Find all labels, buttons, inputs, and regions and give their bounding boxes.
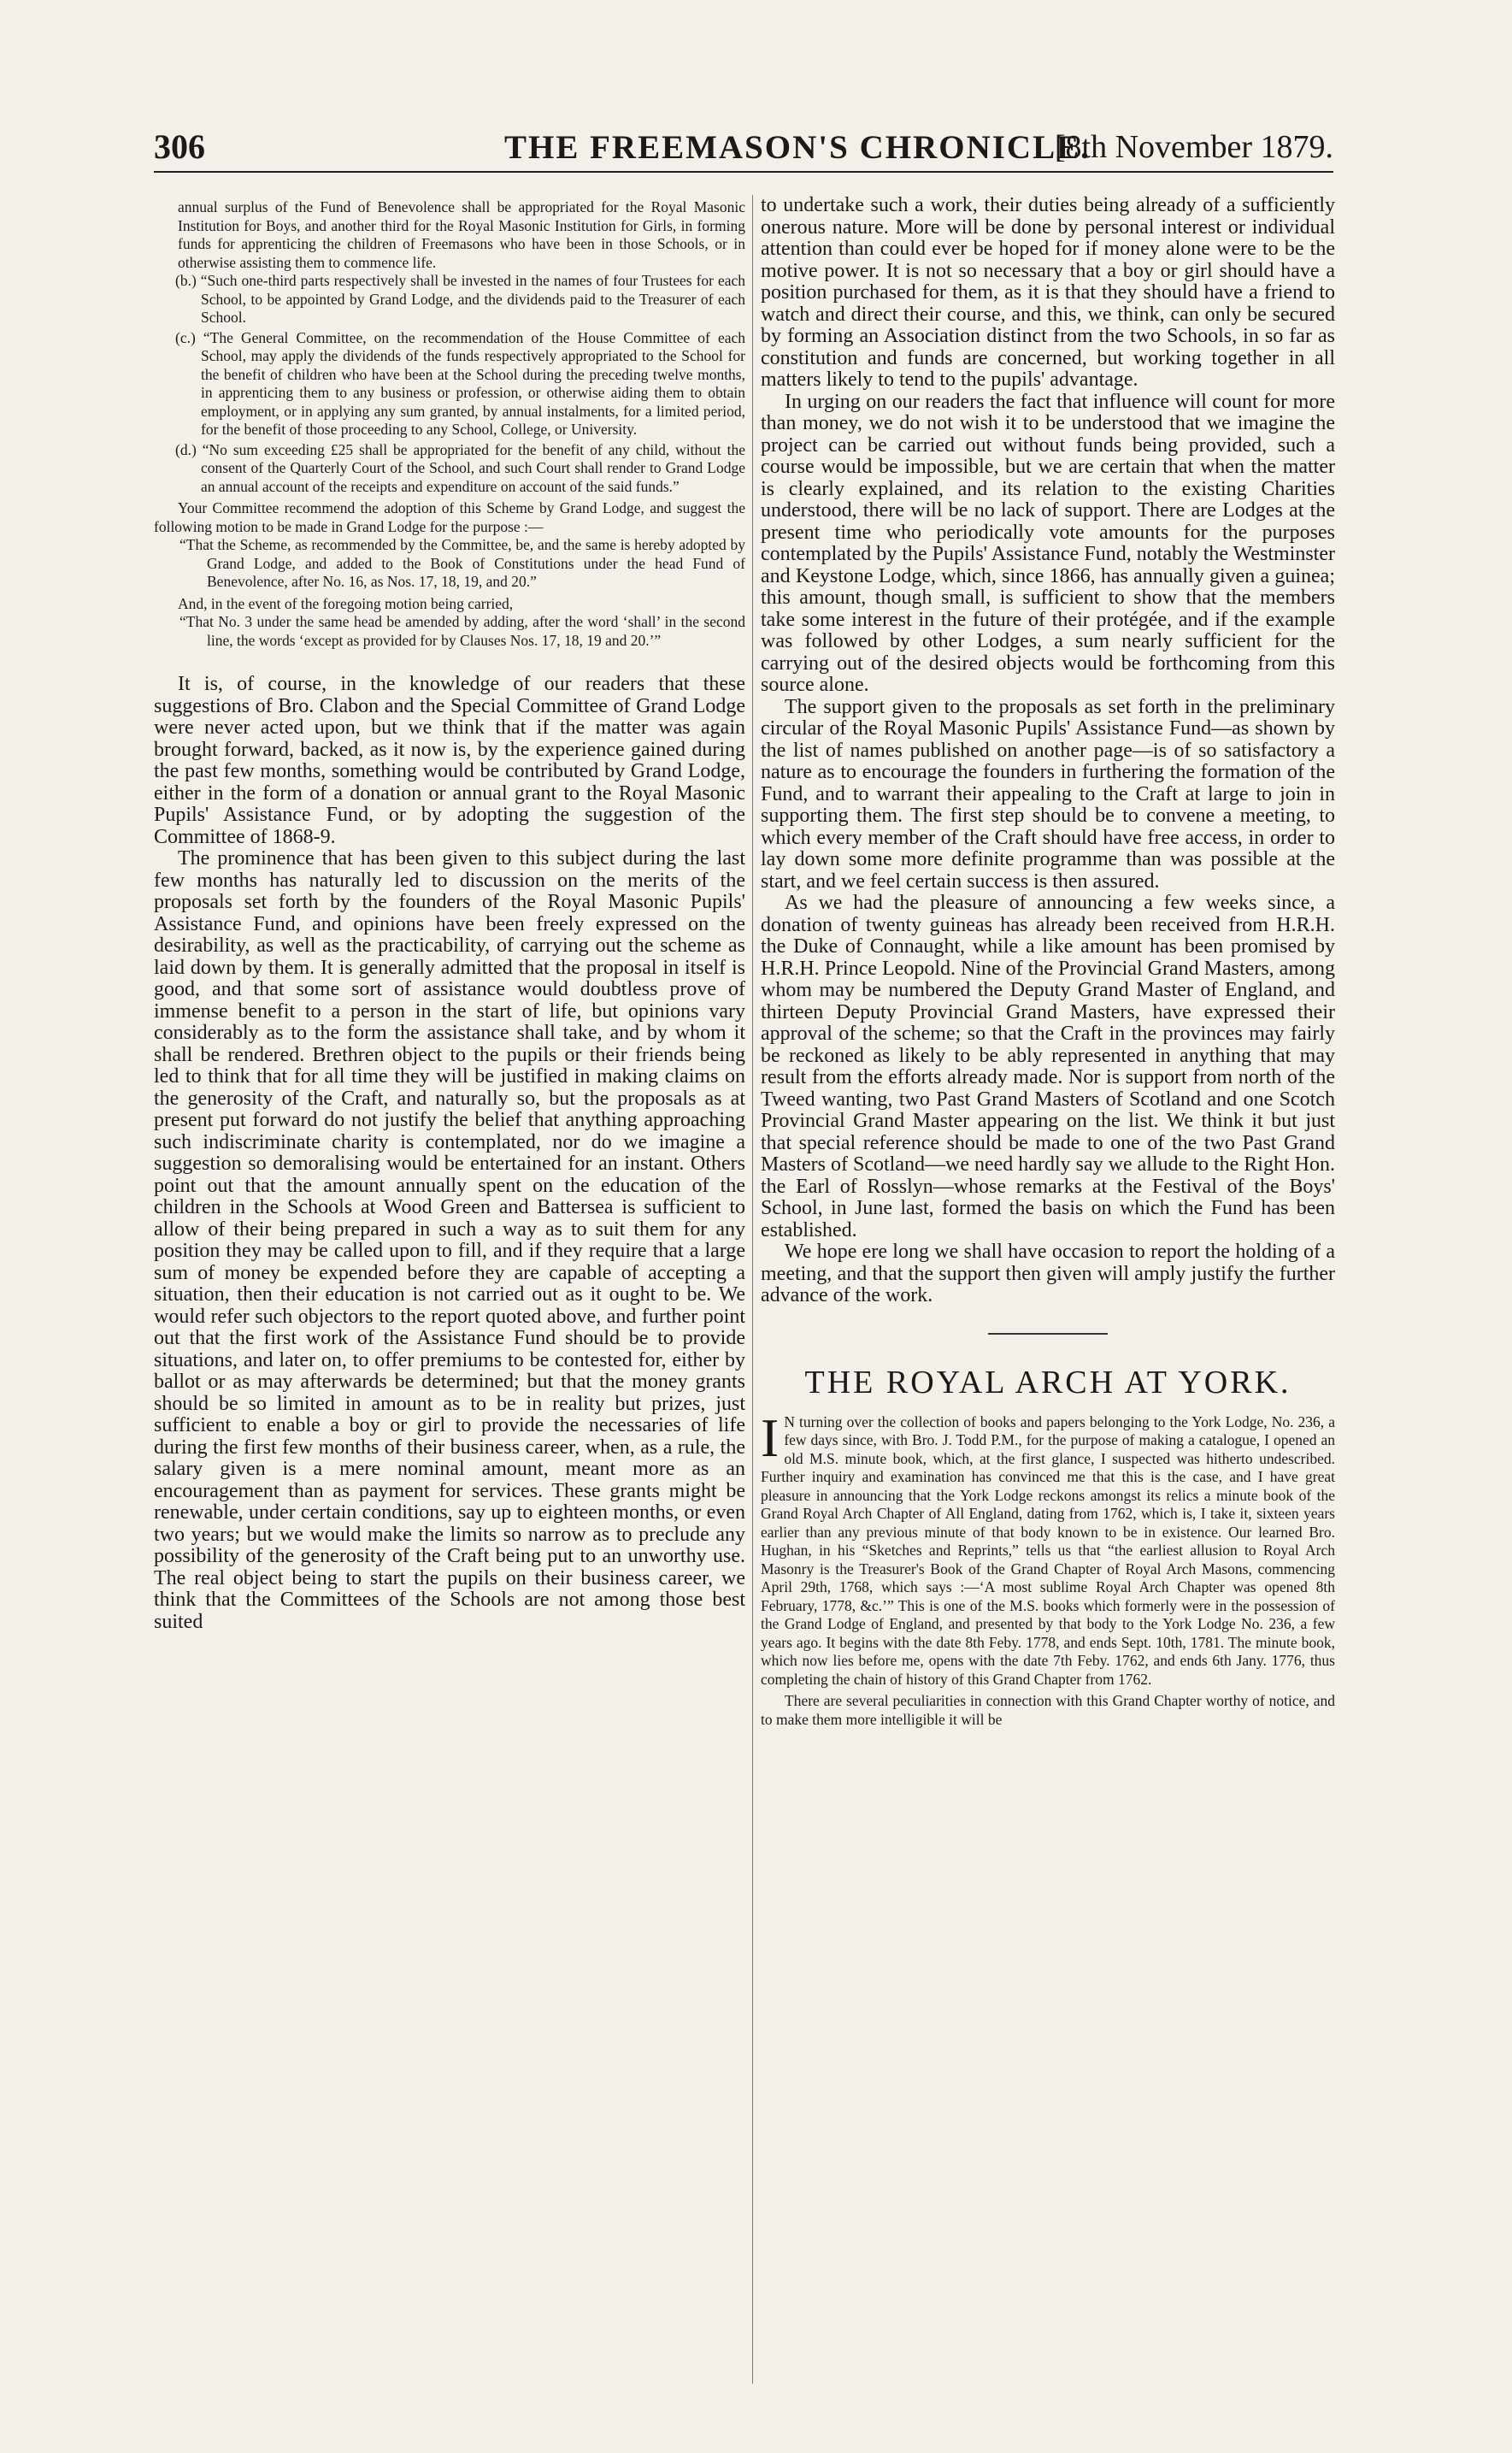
body-paragraph: We hope ere long we shall have occasion to report the holding of a meeting, and that the support then given will amply justify the further advance of the work.: [761, 1241, 1335, 1306]
body-paragraph: As we had the pleasure of announcing a few weeks since, a donation of twenty guineas has already been received from H.R.H. the Duke of Connaught, while a like amount has been promised by H.R.H. Prince Leopold. Nine of the Provincial Grand Masters, among whom may be numbered the Deputy Grand Master of England, and thirteen Deputy Provincial Grand Masters, have expressed their approval of the scheme; so that the Craft in the provinces may fairly be reckoned as likely to be ably represented in anything that may result from the efforts already made. Nor is support from north of the Tweed wanting, two Past Grand Masters of Scotland and one Scotch Provincial Grand Master appearing on the list. We think it but just that special reference should be made to one of the two Past Grand Masters of Scotland—we need hardly say we allude to the Right Hon. the Earl of Rosslyn—whose remarks at the Festival of the Boys' School, in June last, formed the basis on which the Fund has been established.: [761, 892, 1335, 1241]
motion-condition: And, in the event of the foregoing motion being carried,: [178, 594, 514, 612]
body-paragraph: The support given to the proposals as set forth in the preliminary circular of the Royal Masonic Pupils' Assistance Fund—as shown by the list of names published on another page—is of so satisfactory a nature as to encourage the founders in furthering the formation of the Fund, and to warrant their appealing to the Craft at large to join in supporting them. The first step should be to convene a meeting, to which every member of the Craft should have free access, in order to lay down some more definite programme than was possible at the start, and we feel certain success is then assured.: [761, 695, 1335, 893]
royal-arch-text: N turning over the collection of books and papers belonging to the York Lodge, No. 236, a few days since, with Bro. J. Todd P.M., for the purpose of making a catalogue, I opened an old M.S. minute book, which, at the first glance, I suspected was hitherto undescribed. Further inquiry and examination has convinced me that this is the case, and I have great pleasure in announcing that the York Lodge reckons amongst its relics a minute book of the Grand Royal Arch Chapter of All England, dating from 1762, which is, I take it, sixteen years earlier than any previous minute of that body known to be in existence. Our learned Bro. Hughan, in his “Sketches and Reprints,” tells us that “the earliest allusion to Royal Arch Masonry is the Treasurer's Book of the Grand Chapter of Royal Arch Masons, commencing April 29th, 1768, which says :—‘A most sublime Royal Arch Chapter was opened 8th February, 1778, &c.’” This is one of the M.S. books which formerly were in the possession of the Grand Lodge of England, and presented by that body to the York Lodge No. 236, a few years ago. It begins with the date 8th Feby. 1778, and ends Sept. 10th, 1781. The minute book, which now lies before me, opens with the date 7th Feby. 1762, and ends 6th Jany. 1776, thus completing the chain of history of this Grand Chapter from 1762.: [761, 1412, 1335, 1688]
issue-date: [8th November 1879.: [1054, 129, 1333, 165]
scheme-clause-c: (c.) “The General Committee, on the recommendation of the House Committee of each School, may apply the dividends of the funds respectively appropriated to the School for the benefit of children who have been at the School during the preceding twelve months, in apprenticing them to any business or profession, or otherwise aiding them to obtain employment, or in applying any sum granted, by annual instalments, for a limited period, for the benefit of those proceeding to any School, College, or University.: [175, 328, 745, 438]
scheme-clause-a: annual surplus of the Fund of Benevolence shall be appropriated for the Royal Masonic Institution for Boys, and another third for the Royal Masonic Institution for Girls, in forming funds for apprenticing the children of Freemasons who have been in those Schools, or in otherwise assisting them to commence life.: [178, 198, 745, 271]
scheme-clause-b: (b.) “Such one-third parts respectively shall be invested in the names of four Trustees for each School, to be appointed by Grand Lodge, and the dividends paid to the Treasurer of each School.: [175, 272, 745, 326]
section-separator: [988, 1333, 1108, 1335]
body-paragraph: to undertake such a work, their duties being already of a sufficiently onerous nature. More will be done by personal interest or individual attention than could ever be hoped for if money alone were to be the motive power. It is not so necessary that a boy or girl should have a position purchased for them, as it is that they should have a friend to watch and direct their course, and this, we think, can only be secured by forming an Association distinct from the two Schools, in so far as constitution and funds are concerned, but working together in all matters likely to tend to the pupils' advantage.: [761, 195, 1335, 391]
body-paragraph: In urging on our readers the fact that influence will count for more than money, we do not wish it to be understood that we imagine the project can be carried out without funds being provided, such a course would be impossible, but we are certain that when the matter is clearly explained, and its relation to the existing Charities understood, there will be no lack of support. There are Lodges at the present time who periodically vote amounts for the purposes contemplated by the Pupils' Assistance Fund, notably the Westminster and Keystone Lodge, which, since 1866, has annually given a guinea; this amount, though small, is sufficient to show that the members take some interest in the future of their protégée, and if the example was followed by other Lodges, a sum nearly sufficient for the carrying out of the desired objects would be forthcoming from this source alone.: [761, 390, 1335, 696]
left-column: [154, 195, 745, 2384]
column-divider: [752, 195, 753, 2384]
section-title: THE ROYAL ARCH AT YORK.: [804, 1364, 1291, 1400]
drop-cap: I: [761, 1406, 780, 1468]
page-number: 306: [154, 127, 205, 166]
publication-title: THE FREEMASON'S CHRONICLE.: [504, 129, 1091, 166]
amendment-text: “That No. 3 under the same head be amended by adding, after the word ‘shall’ in the second line, the words ‘except as provided for by Clauses Nos. 17, 18, 19 and 20.’”: [179, 613, 745, 649]
scheme-clause-d: (d.) “No sum exceeding £25 shall be appropriated for the benefit of any child, without the consent of the Quarterly Court of the School, and such Court shall render to Grand Lodge an annual account of the receipts and expenditure on account of the said funds.”: [175, 440, 745, 495]
page-header: [154, 127, 1333, 173]
body-paragraph: It is, of course, in the knowledge of our readers that these suggestions of Bro. Clabon and the Special Committee of Grand Lodge were never acted upon, but we think that if the matter was again brought forward, backed, as it now is, by the experience gained during the past few months, something would be contributed by Grand Lodge, either in the form of a donation or annual grant to the Royal Masonic Pupils' Assistance Fund, or by adopting the suggestion of the Committee of 1868-9.: [154, 673, 745, 848]
motion-text: “That the Scheme, as recommended by the Committee, be, and the same is hereby adopted by Grand Lodge, and added to the Book of Constitutions under the head Fund of Benevolence, after No. 16, as Nos. 17, 18, 19, and 20.”: [179, 536, 745, 590]
royal-arch-paragraph: There are several peculiarities in connection with this Grand Chapter worthy of notice, and to make them more intelligible it will be: [761, 1692, 1335, 1728]
royal-arch-intro: [761, 1406, 1335, 1689]
body-paragraph: The prominence that has been given to this subject during the last few months has naturally led to discussion on the merits of the proposals set forth by the founders of the Royal Masonic Pupils' Assistance Fund, and opinions have been freely expressed on the desirability, as well as the practicability, of carrying out the scheme as laid down by them. It is generally admitted that the proposal in itself is good, and that some sort of assistance would doubtless prove of immense benefit to a person in the start of life, but opinions vary considerably as to the form the assistance shall take, and by whom it shall be rendered. Brethren object to the pupils or their friends being led to think that for all time they will be justified in making claims on the generosity of the Craft, and naturally so, but the proposals as at present put forward do not justify the belief that anything approaching such indiscriminate charity is contemplated, nor do we imagine a suggestion so demoralising would be entertained for an instant. Others point out that the amount annually spent on the education of the children in the Schools at Wood Green and Battersea is sufficient to allow of their being prepared in such a way as to suit them for any position they may be called upon to fill, and if they require that a large sum of money be expended before they are capable of accepting a situation, then their education is not carried out as it ought to be. We would refer such objectors to the report quoted above, and further point out that the first work of the Assistance Fund should be to provide situations, and later on, to offer premiums to be contested for, either by ballot or as may afterwards be determined; but that the money grants should be so limited in amount as to be in reality but prizes, just sufficient to enable a boy or girl to provide the necessaries of life during the first few months of their business career, when, as a rule, the salary given is a mere nominal amount, meant more as an encouragement than as payment for services. These grants might be renewable, under certain conditions, say up to eighteen months, or even two years; but we would make the limits so narrow as to preclude any possibility of the generosity of the Craft being put to an unworthy use. The real object being to start the pupils on their business career, we think that the Committees of the Schools are not among those best suited: [154, 847, 745, 1633]
right-column: [761, 195, 1335, 2384]
committee-recommendation: Your Committee recommend the adoption of this Scheme by Grand Lodge, and suggest the following motion to be made in Grand Lodge for the purpose :—: [154, 499, 745, 535]
